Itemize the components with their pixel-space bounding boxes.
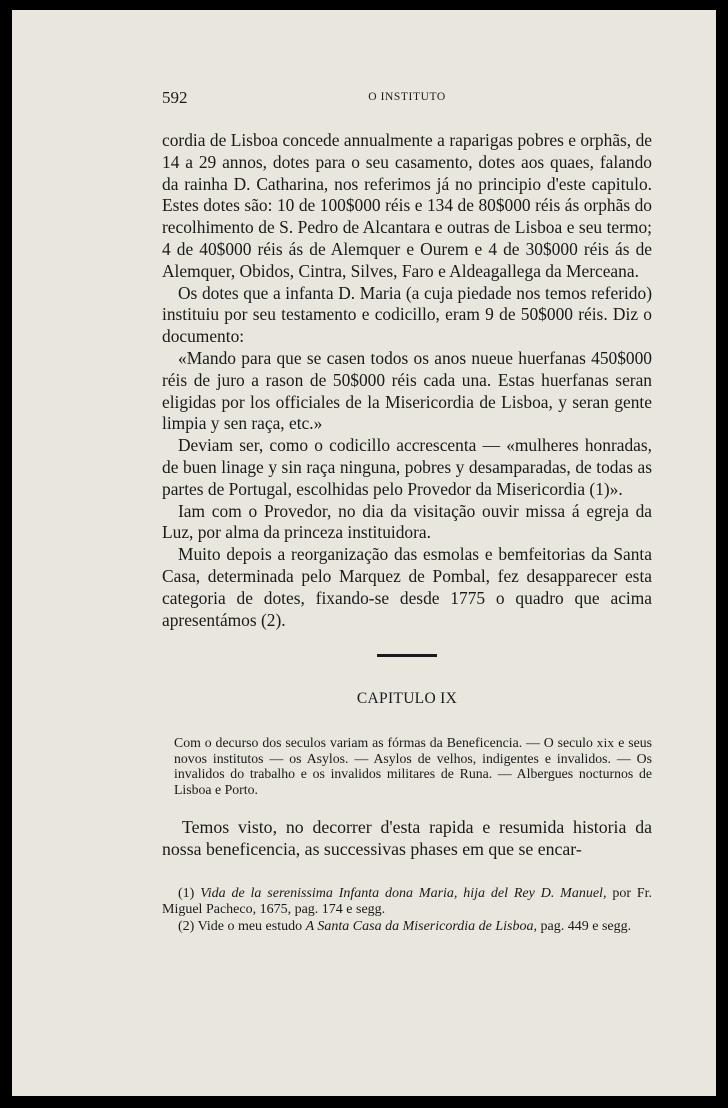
footnote-2: [162, 919, 652, 935]
footnote-2-rest: pag. 449 e segg.: [537, 918, 632, 934]
paragraph-dotes-infanta: Os dotes que a infanta D. Maria (a cuja piedade nos temos referido) instituiu por seu testamento e codicillo, eram 9 de 50$000 réis. Diz o documento:: [162, 282, 652, 347]
paragraph-provedor: Iam com o Provedor, no dia da visitação ouvir missa á egreja da Luz, por alma da princeza instituidora.: [162, 500, 652, 543]
chapter-summary-part-2: e seus novos institutos — os Asylos. — Asylos de velhos, indigentes e invalidos. — Os invalidos do trabalho e os invalidos militares de Runa. — Albergues nocturnos de Lisboa e Porto.: [174, 735, 652, 797]
footnote-2-title: A Santa Casa da Misericordia de Lisboa,: [305, 918, 538, 934]
paragraph-dotes-misericordia: cordia de Lisboa concede annualmente a raparigas pobres e orphãs, de 14 a 29 annos, dotes para o seu casamento, dotes aos quaes, falando da rainha D. Catharina, nos referimos já no principio d'este capitulo. Estes dotes são: 10 de 100$000 réis e 134 de 80$000 réis ás orphãs do recolhimento de S. Pedro de Alcantara e outras de Lisboa e seu termo; 4 de 40$000 réis ás de Alemquer e Ourem e 4 de 30$000 réis ás de Alemquer, Obidos, Cintra, Silves, Faro e Aldeagallega da Merceana.: [162, 130, 652, 281]
page-number: 592: [162, 88, 188, 107]
running-head: [162, 88, 652, 110]
chapter-summary-century: xix: [596, 735, 615, 750]
chapter-opening-paragraph: Temos visto, no decorrer d'esta rapida e resumida historia da nossa beneficencia, as successivas phases em que se encar-: [162, 817, 652, 859]
footnote-2-mark: (2): [178, 918, 195, 934]
footnote-1-rest: por Fr. Miguel Pacheco, 1675, pag. 174 e segg.: [162, 886, 653, 918]
footnote-1-mark: (1): [178, 886, 195, 901]
paragraph-reorganizacao: Muito depois a reorganização das esmolas e bemfeitorias da Santa Casa, determinada pelo Marquez de Pombal, fez desapparecer esta categoria de dotes, fixando-se desde 1775 o quadro que acima apresentámos (2).: [162, 544, 652, 630]
book-page: [12, 10, 716, 1096]
footnote-2-pre: Vide o meu estudo: [194, 918, 306, 934]
running-title: O INSTITUTO: [368, 91, 446, 103]
chapter-summary-part-1: Com o decurso dos seculos variam as fórmas da Beneficencia. — O seculo: [174, 735, 597, 750]
footnote-1: [162, 886, 652, 919]
paragraph-codicillo: Deviam ser, como o codicillo accrescenta — «mulheres honradas, de buen linage y sin raça ninguna, pobres y desamparadas, de todas as partes de Portugal, escolhidas pelo Provedor da Misericordia (1)».: [162, 435, 652, 499]
chapter-title: CAPITULO IX: [356, 690, 458, 707]
section-rule: [377, 654, 437, 657]
body-text: [162, 130, 652, 631]
footnotes: [162, 886, 652, 935]
footnote-1-title: Vida de la serenissima Infanta dona Maria, hija del Rey D. Manuel,: [200, 886, 607, 901]
chapter-summary: [162, 735, 652, 797]
paragraph-quoted-document: «Mando para que se casen todos os anos nueue huerfanas 450$000 réis de juro a rason de 50$000 réis cada una. Estas huerfanas seran eligidas por los officiales de la Misericordia de Lisboa, y seran gente limpia y sen raça, etc.»: [162, 347, 652, 434]
